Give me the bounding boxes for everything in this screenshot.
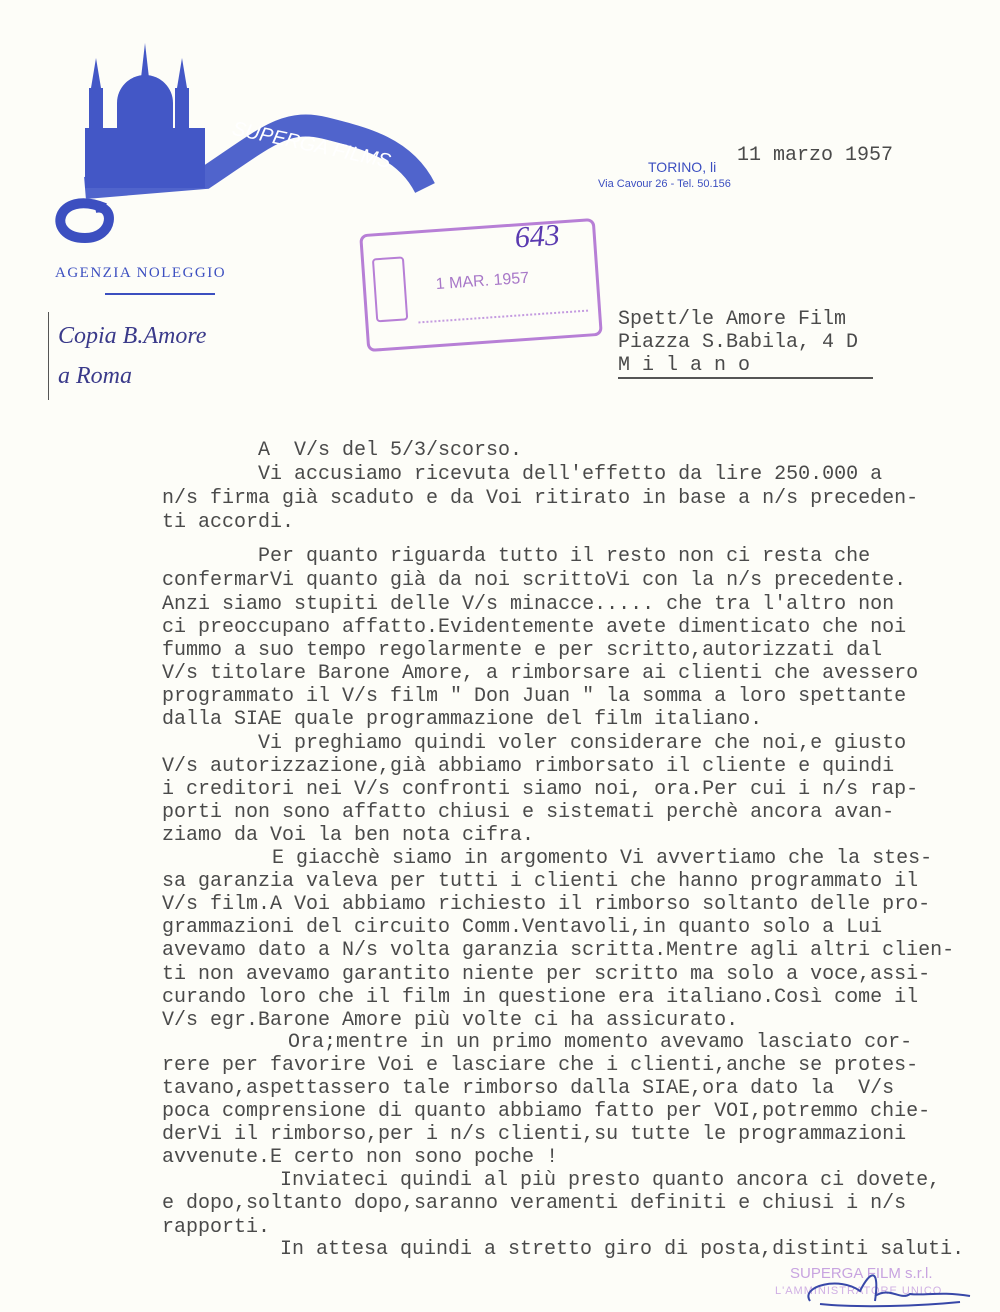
- body-line: In attesa quindi a stretto giro di posta,distinti saluti.: [280, 1238, 965, 1261]
- body-line: poca comprensione di quanto abbiamo fatto per VOI,potremmo chie-: [162, 1100, 931, 1123]
- body-line: ti accordi.: [162, 511, 295, 534]
- company-address: Via Cavour 26 - Tel. 50.156: [598, 178, 731, 190]
- body-line: Per quanto riguarda tutto il resto non ci resta che: [258, 545, 871, 568]
- body-line: fummo a suo tempo regolarmente e per scritto,autorizzati dal: [162, 639, 883, 662]
- superga-films-logo: [45, 38, 445, 248]
- body-line: rapporti.: [162, 1216, 271, 1239]
- stamp-box: [372, 256, 408, 322]
- body-line: n/s firma già scaduto e da Voi ritirato in base a n/s preceden-: [162, 487, 919, 510]
- body-line: V/s autorizzazione,già abbiamo rimborsato il cliente e quindi: [162, 755, 895, 778]
- body-line: e dopo,soltanto dopo,saranno veramenti definiti e chiusi i n/s: [162, 1192, 907, 1215]
- letter-date: 11 marzo 1957: [737, 144, 894, 167]
- body-line: programmato il V/s film " Don Juan " la somma a loro spettante: [162, 685, 907, 708]
- body-line: V/s titolare Barone Amore, a rimborsare ai clienti che avessero: [162, 662, 919, 685]
- body-line: V/s egr.Barone Amore più volte ci ha assicurato.: [162, 1009, 739, 1032]
- body-line: ziamo da Voi la ben nota cifra.: [162, 824, 535, 847]
- body-line: avevamo dato a N/s volta garanzia scritta.Mentre agli altri clien-: [162, 939, 955, 962]
- body-line: rere per favorire Voi e lasciare che i clienti,anche se protes-: [162, 1054, 919, 1077]
- body-line: ti non avevamo garantito niente per scritto ma solo a voce,assi-: [162, 963, 931, 986]
- stamp-dotted-line: [418, 310, 588, 324]
- body-line: porti non sono affatto chiusi e sistemati perchè ancora avan-: [162, 801, 895, 824]
- body-line: derVi il rimborso,per i n/s clienti,su tutte le programmazioni: [162, 1123, 907, 1146]
- body-line: Vi accusiamo ricevuta dell'effetto da lire 250.000 a: [258, 463, 883, 486]
- body-line: Vi preghiamo quindi voler considerare che noi,e giusto: [258, 732, 907, 755]
- body-line: confermarVi quanto già da noi scrittoVi con la n/s precedente.: [162, 569, 907, 592]
- recipient-line: Spett/le Amore Film: [618, 308, 847, 331]
- body-line: A V/s del 5/3/scorso.: [258, 439, 523, 462]
- divider-ornament: [105, 293, 215, 295]
- handwritten-note-line: Copia B.Amore: [58, 323, 207, 349]
- body-line: curando loro che il film in questione era italiano.Così come il: [162, 986, 919, 1009]
- body-line: Ora;mentre in un primo momento avevamo lasciato cor-: [288, 1031, 913, 1054]
- logo-text: SUPERGA FILMS: [230, 117, 393, 173]
- body-line: Anzi siamo stupiti delle V/s minacce..... che tra l'altro non: [162, 593, 895, 616]
- body-line: V/s film.A Voi abbiamo richiesto il rimborso soltanto delle pro-: [162, 893, 931, 916]
- signature-stamp-company: SUPERGA FILM s.r.l.: [790, 1265, 933, 1282]
- city-label: TORINO, li: [648, 159, 717, 175]
- body-line: dalla SIAE quale programmazione del film italiano.: [162, 708, 763, 731]
- body-line: Inviateci quindi al più presto quanto ancora ci dovete,: [280, 1169, 941, 1192]
- note-bracket: [48, 312, 49, 400]
- body-line: avvenute.E certo non sono poche !: [162, 1146, 559, 1169]
- body-line: E giacchè siamo in argomento Vi avvertiamo che la stes-: [272, 847, 933, 870]
- recipient-line: Piazza S.Babila, 4 D: [618, 331, 859, 354]
- received-stamp: [359, 218, 603, 352]
- body-line: ci preoccupano affatto.Evidentemente avete dimenticato che noi: [162, 616, 907, 639]
- body-line: sa garanzia valeva per tutti i clienti che hanno programmato il: [162, 870, 919, 893]
- handwritten-note-line: a Roma: [58, 363, 132, 389]
- body-line: tavano,aspettassero tale rimborso dalla SIAE,ora dato la V/s: [162, 1077, 895, 1100]
- stamp-date: 1 MAR. 1957: [435, 269, 530, 294]
- body-line: i creditori nei V/s confronti siamo noi, ora.Per cui i n/s rap-: [162, 778, 919, 801]
- recipient-city: M i l a n o: [618, 355, 873, 379]
- agency-label: AGENZIA NOLEGGIO: [55, 265, 227, 281]
- body-line: grammazioni del circuito Comm.Ventavoli,in quanto solo a Lui: [162, 916, 883, 939]
- stamp-number: 643: [513, 218, 561, 255]
- signature-stamp-role: L'AMMINISTRATORE UNICO: [775, 1285, 943, 1297]
- handwritten-signature: [800, 1266, 980, 1311]
